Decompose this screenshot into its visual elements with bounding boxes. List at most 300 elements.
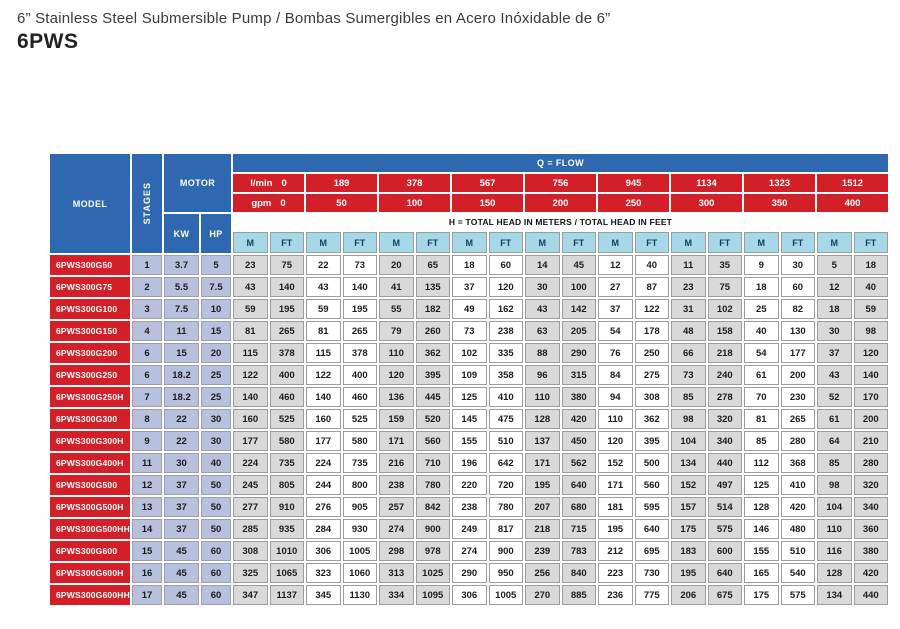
head-m-cell: 52 — [817, 387, 852, 407]
head-ft-cell: 60 — [781, 277, 816, 297]
stages-cell: 8 — [132, 409, 162, 429]
head-ft-cell: 195 — [343, 299, 378, 319]
head-ft-cell: 910 — [270, 497, 305, 517]
stages-cell: 4 — [132, 321, 162, 341]
head-ft-cell: 800 — [343, 475, 378, 495]
head-m-cell: 244 — [306, 475, 341, 495]
stages-cell: 9 — [132, 431, 162, 451]
meters-header: M — [379, 232, 414, 253]
feet-header: FT — [635, 232, 670, 253]
feet-header: FT — [343, 232, 378, 253]
head-m-cell: 110 — [525, 387, 560, 407]
head-m-cell: 120 — [598, 431, 633, 451]
head-ft-cell: 675 — [708, 585, 743, 605]
head-m-cell: 5 — [817, 255, 852, 275]
head-ft-cell: 200 — [781, 365, 816, 385]
head-ft-cell: 340 — [708, 431, 743, 451]
head-ft-cell: 35 — [708, 255, 743, 275]
head-ft-cell: 840 — [562, 563, 597, 583]
head-m-cell: 274 — [452, 541, 487, 561]
stages-cell: 16 — [132, 563, 162, 583]
head-m-cell: 155 — [744, 541, 779, 561]
lmin-label-cell — [233, 174, 304, 192]
lmin-value-cell: 1134 — [671, 174, 742, 192]
head-m-cell: 116 — [817, 541, 852, 561]
head-m-cell: 137 — [525, 431, 560, 451]
head-m-cell: 11 — [671, 255, 706, 275]
head-m-cell: 160 — [306, 409, 341, 429]
stages-cell: 2 — [132, 277, 162, 297]
head-m-cell: 155 — [452, 431, 487, 451]
head-m-cell: 12 — [598, 255, 633, 275]
head-ft-cell: 340 — [854, 497, 889, 517]
gpm-value-cell: 250 — [598, 194, 669, 212]
table-row — [50, 497, 888, 517]
head-m-cell: 43 — [233, 277, 268, 297]
hp-cell: 30 — [201, 431, 231, 451]
head-ft-cell: 205 — [562, 321, 597, 341]
table-row — [50, 387, 888, 407]
head-ft-cell: 420 — [854, 563, 889, 583]
hp-cell: 25 — [201, 387, 231, 407]
head-m-cell: 183 — [671, 541, 706, 561]
head-m-cell: 125 — [452, 387, 487, 407]
head-m-cell: 104 — [671, 431, 706, 451]
head-ft-cell: 378 — [270, 343, 305, 363]
head-m-cell: 145 — [452, 409, 487, 429]
lmin-value-cell: 756 — [525, 174, 596, 192]
head-m-cell: 37 — [598, 299, 633, 319]
head-ft-cell: 210 — [854, 431, 889, 451]
kw-cell: 5.5 — [164, 277, 199, 297]
head-ft-cell: 40 — [635, 255, 670, 275]
head-ft-cell: 420 — [562, 409, 597, 429]
head-m-cell: 140 — [233, 387, 268, 407]
head-ft-cell: 320 — [708, 409, 743, 429]
hp-cell: 7.5 — [201, 277, 231, 297]
head-m-cell: 175 — [744, 585, 779, 605]
stages-header-label: STAGES — [142, 182, 152, 225]
motor-header: MOTOR — [164, 154, 231, 212]
head-ft-cell: 30 — [781, 255, 816, 275]
hp-cell: 60 — [201, 541, 231, 561]
head-m-cell: 325 — [233, 563, 268, 583]
head-m-cell: 298 — [379, 541, 414, 561]
head-ft-cell: 595 — [635, 497, 670, 517]
kw-cell: 30 — [164, 453, 199, 473]
head-m-cell: 98 — [671, 409, 706, 429]
head-ft-cell: 380 — [854, 541, 889, 561]
meters-header: M — [233, 232, 268, 253]
hp-cell: 30 — [201, 409, 231, 429]
head-m-cell: 61 — [744, 365, 779, 385]
head-ft-cell: 410 — [781, 475, 816, 495]
head-ft-cell: 265 — [270, 321, 305, 341]
kw-cell: 15 — [164, 343, 199, 363]
head-ft-cell: 140 — [854, 365, 889, 385]
head-ft-cell: 60 — [489, 255, 524, 275]
head-ft-cell: 525 — [343, 409, 378, 429]
gpm-unit-label — [233, 198, 304, 209]
head-m-cell: 81 — [233, 321, 268, 341]
kw-cell: 3.7 — [164, 255, 199, 275]
head-m-cell: 274 — [379, 519, 414, 539]
head-ft-cell: 380 — [562, 387, 597, 407]
head-m-cell: 122 — [306, 365, 341, 385]
model-cell: 6PWS300G300 — [50, 409, 130, 429]
table-row — [50, 453, 888, 473]
head-ft-cell: 805 — [270, 475, 305, 495]
head-m-cell: 20 — [379, 255, 414, 275]
gpm-unit: gpm — [251, 197, 272, 209]
head-ft-cell: 1005 — [343, 541, 378, 561]
stages-cell: 1 — [132, 255, 162, 275]
table-row — [50, 321, 888, 341]
head-m-cell: 120 — [379, 365, 414, 385]
head-ft-cell: 358 — [489, 365, 524, 385]
head-ft-cell: 65 — [416, 255, 451, 275]
stages-cell: 14 — [132, 519, 162, 539]
head-ft-cell: 930 — [343, 519, 378, 539]
head-ft-cell: 514 — [708, 497, 743, 517]
feet-header: FT — [708, 232, 743, 253]
head-m-cell: 115 — [306, 343, 341, 363]
stages-cell: 12 — [132, 475, 162, 495]
head-ft-cell: 817 — [489, 519, 524, 539]
head-m-cell: 177 — [233, 431, 268, 451]
head-m-cell: 345 — [306, 585, 341, 605]
head-ft-cell: 45 — [562, 255, 597, 275]
gpm-value-cell: 50 — [306, 194, 377, 212]
head-m-cell: 96 — [525, 365, 560, 385]
head-ft-cell: 18 — [854, 255, 889, 275]
head-ft-cell: 142 — [562, 299, 597, 319]
hp-cell: 60 — [201, 585, 231, 605]
head-m-cell: 109 — [452, 365, 487, 385]
kw-cell: 11 — [164, 321, 199, 341]
hp-cell: 25 — [201, 365, 231, 385]
head-ft-cell: 1060 — [343, 563, 378, 583]
head-m-cell: 30 — [817, 321, 852, 341]
head-m-cell: 59 — [306, 299, 341, 319]
feet-header: FT — [489, 232, 524, 253]
head-ft-cell: 935 — [270, 519, 305, 539]
head-ft-cell: 460 — [270, 387, 305, 407]
head-ft-cell: 360 — [854, 519, 889, 539]
head-ft-cell: 680 — [562, 497, 597, 517]
head-ft-cell: 440 — [854, 585, 889, 605]
head-ft-cell: 780 — [416, 475, 451, 495]
head-ft-cell: 560 — [416, 431, 451, 451]
stages-cell: 6 — [132, 343, 162, 363]
lmin-value-cell: 1323 — [744, 174, 815, 192]
model-cell: 6PWS300G400H — [50, 453, 130, 473]
head-ft-cell: 315 — [562, 365, 597, 385]
pump-spec-table — [48, 152, 890, 607]
head-ft-cell: 177 — [781, 343, 816, 363]
head-ft-cell: 562 — [562, 453, 597, 473]
stages-cell: 7 — [132, 387, 162, 407]
head-m-cell: 206 — [671, 585, 706, 605]
head-m-cell: 110 — [817, 519, 852, 539]
head-m-cell: 238 — [379, 475, 414, 495]
head-m-cell: 195 — [598, 519, 633, 539]
head-m-cell: 23 — [233, 255, 268, 275]
head-m-cell: 238 — [452, 497, 487, 517]
stages-cell: 17 — [132, 585, 162, 605]
head-m-cell: 43 — [817, 365, 852, 385]
head-m-cell: 165 — [744, 563, 779, 583]
head-m-cell: 79 — [379, 321, 414, 341]
head-ft-cell: 395 — [635, 431, 670, 451]
head-ft-cell: 780 — [489, 497, 524, 517]
table-row — [50, 365, 888, 385]
head-m-cell: 70 — [744, 387, 779, 407]
head-ft-cell: 525 — [270, 409, 305, 429]
head-m-cell: 112 — [744, 453, 779, 473]
head-m-cell: 18 — [452, 255, 487, 275]
hp-cell: 50 — [201, 519, 231, 539]
head-m-cell: 104 — [817, 497, 852, 517]
head-m-cell: 94 — [598, 387, 633, 407]
head-ft-cell: 98 — [854, 321, 889, 341]
meters-header: M — [744, 232, 779, 253]
kw-cell: 22 — [164, 431, 199, 451]
head-ft-cell: 75 — [708, 277, 743, 297]
head-m-cell: 285 — [233, 519, 268, 539]
head-ft-cell: 260 — [416, 321, 451, 341]
head-ft-cell: 640 — [635, 519, 670, 539]
head-ft-cell: 265 — [343, 321, 378, 341]
head-m-cell: 134 — [817, 585, 852, 605]
head-m-cell: 73 — [671, 365, 706, 385]
feet-header: FT — [416, 232, 451, 253]
model-cell: 6PWS300G500 — [50, 475, 130, 495]
head-ft-cell: 950 — [489, 563, 524, 583]
head-m-cell: 159 — [379, 409, 414, 429]
head-ft-cell: 720 — [489, 475, 524, 495]
table-row — [50, 299, 888, 319]
head-m-cell: 223 — [598, 563, 633, 583]
head-m-cell: 195 — [525, 475, 560, 495]
head-ft-cell: 710 — [416, 453, 451, 473]
head-m-cell: 157 — [671, 497, 706, 517]
head-ft-cell: 775 — [635, 585, 670, 605]
kw-cell: 37 — [164, 475, 199, 495]
head-m-cell: 18 — [817, 299, 852, 319]
head-m-cell: 30 — [525, 277, 560, 297]
head-m-cell: 125 — [744, 475, 779, 495]
stages-cell: 15 — [132, 541, 162, 561]
gpm-value: 0 — [280, 197, 286, 209]
head-ft-cell: 170 — [854, 387, 889, 407]
lmin-value-cell: 1512 — [817, 174, 888, 192]
kw-header: KW — [164, 214, 199, 253]
head-ft-cell: 715 — [562, 519, 597, 539]
head-ft-cell: 200 — [854, 409, 889, 429]
head-m-cell: 334 — [379, 585, 414, 605]
head-m-cell: 128 — [744, 497, 779, 517]
head-m-cell: 152 — [671, 475, 706, 495]
head-ft-cell: 290 — [562, 343, 597, 363]
head-ft-cell: 580 — [343, 431, 378, 451]
model-cell: 6PWS300G500H — [50, 497, 130, 517]
head-ft-cell: 475 — [489, 409, 524, 429]
head-ft-cell: 100 — [562, 277, 597, 297]
table-row — [50, 519, 888, 539]
head-ft-cell: 130 — [781, 321, 816, 341]
gpm-value-cell: 400 — [817, 194, 888, 212]
head-ft-cell: 320 — [854, 475, 889, 495]
head-ft-cell: 87 — [635, 277, 670, 297]
head-ft-cell: 218 — [708, 343, 743, 363]
kw-cell: 45 — [164, 563, 199, 583]
head-m-cell: 66 — [671, 343, 706, 363]
kw-cell: 37 — [164, 497, 199, 517]
head-ft-cell: 265 — [781, 409, 816, 429]
head-ft-cell: 362 — [635, 409, 670, 429]
head-ft-cell: 395 — [416, 365, 451, 385]
lmin-value-cell: 189 — [306, 174, 377, 192]
head-m-cell: 98 — [817, 475, 852, 495]
head-ft-cell: 120 — [489, 277, 524, 297]
model-cell: 6PWS300G500HH — [50, 519, 130, 539]
table-row — [50, 343, 888, 363]
stages-cell: 3 — [132, 299, 162, 319]
head-m-cell: 224 — [233, 453, 268, 473]
lmin-value-cell: 378 — [379, 174, 450, 192]
head-m-cell: 236 — [598, 585, 633, 605]
head-ft-cell: 140 — [270, 277, 305, 297]
head-ft-cell: 275 — [635, 365, 670, 385]
hp-cell: 40 — [201, 453, 231, 473]
model-cell: 6PWS300G75 — [50, 277, 130, 297]
head-ft-cell: 280 — [781, 431, 816, 451]
head-ft-cell: 230 — [781, 387, 816, 407]
head-m-cell: 14 — [525, 255, 560, 275]
head-m-cell: 54 — [744, 343, 779, 363]
head-ft-cell: 410 — [489, 387, 524, 407]
head-m-cell: 177 — [306, 431, 341, 451]
head-ft-cell: 362 — [416, 343, 451, 363]
head-m-cell: 277 — [233, 497, 268, 517]
head-m-cell: 284 — [306, 519, 341, 539]
head-m-cell: 160 — [233, 409, 268, 429]
head-ft-cell: 140 — [343, 277, 378, 297]
table-row — [50, 409, 888, 429]
head-ft-cell: 250 — [635, 343, 670, 363]
head-m-cell: 55 — [379, 299, 414, 319]
head-m-cell: 171 — [598, 475, 633, 495]
head-m-cell: 37 — [817, 343, 852, 363]
head-ft-cell: 59 — [854, 299, 889, 319]
head-ft-cell: 1130 — [343, 585, 378, 605]
head-ft-cell: 82 — [781, 299, 816, 319]
head-m-cell: 40 — [744, 321, 779, 341]
head-ft-cell: 195 — [270, 299, 305, 319]
feet-header: FT — [270, 232, 305, 253]
hp-cell: 50 — [201, 475, 231, 495]
lmin-value-cell: 945 — [598, 174, 669, 192]
kw-cell: 18.2 — [164, 365, 199, 385]
head-ft-cell: 460 — [343, 387, 378, 407]
head-ft-cell: 1137 — [270, 585, 305, 605]
head-m-cell: 61 — [817, 409, 852, 429]
head-ft-cell: 1095 — [416, 585, 451, 605]
head-m-cell: 84 — [598, 365, 633, 385]
head-ft-cell: 520 — [416, 409, 451, 429]
head-ft-cell: 640 — [562, 475, 597, 495]
head-m-cell: 41 — [379, 277, 414, 297]
head-ft-cell: 335 — [489, 343, 524, 363]
head-m-cell: 313 — [379, 563, 414, 583]
head-ft-cell: 1025 — [416, 563, 451, 583]
head-ft-cell: 400 — [270, 365, 305, 385]
head-m-cell: 12 — [817, 277, 852, 297]
model-cell: 6PWS300G600H — [50, 563, 130, 583]
stages-cell: 11 — [132, 453, 162, 473]
kw-cell: 37 — [164, 519, 199, 539]
head-m-cell: 85 — [744, 431, 779, 451]
head-ft-cell: 240 — [708, 365, 743, 385]
head-ft-cell: 735 — [270, 453, 305, 473]
hp-cell: 5 — [201, 255, 231, 275]
head-m-cell: 128 — [525, 409, 560, 429]
head-ft-cell: 640 — [708, 563, 743, 583]
head-ft-cell: 1010 — [270, 541, 305, 561]
gpm-value-cell: 100 — [379, 194, 450, 212]
head-m-cell: 122 — [233, 365, 268, 385]
head-m-cell: 128 — [817, 563, 852, 583]
hp-cell: 15 — [201, 321, 231, 341]
model-cell: 6PWS300G200 — [50, 343, 130, 363]
model-cell: 6PWS300G300H — [50, 431, 130, 451]
lmin-unit-label — [233, 178, 304, 189]
head-m-cell: 102 — [452, 343, 487, 363]
head-m-cell: 216 — [379, 453, 414, 473]
kw-cell: 22 — [164, 409, 199, 429]
head-ft-cell: 102 — [708, 299, 743, 319]
kw-cell: 45 — [164, 541, 199, 561]
head-m-cell: 136 — [379, 387, 414, 407]
hp-cell: 10 — [201, 299, 231, 319]
head-m-cell: 23 — [671, 277, 706, 297]
head-ft-cell: 1065 — [270, 563, 305, 583]
head-ft-cell: 182 — [416, 299, 451, 319]
kw-cell: 7.5 — [164, 299, 199, 319]
feet-header: FT — [854, 232, 889, 253]
table-row — [50, 154, 888, 172]
head-m-cell: 27 — [598, 277, 633, 297]
head-m-cell: 43 — [306, 277, 341, 297]
gpm-value-cell: 150 — [452, 194, 523, 212]
table-row — [50, 277, 888, 297]
head-m-cell: 245 — [233, 475, 268, 495]
head-m-cell: 43 — [525, 299, 560, 319]
head-m-cell: 306 — [306, 541, 341, 561]
head-ft-cell: 440 — [708, 453, 743, 473]
model-cell: 6PWS300G100 — [50, 299, 130, 319]
head-ft-cell: 450 — [562, 431, 597, 451]
head-m-cell: 308 — [233, 541, 268, 561]
head-m-cell: 31 — [671, 299, 706, 319]
head-m-cell: 220 — [452, 475, 487, 495]
head-ft-cell: 378 — [343, 343, 378, 363]
head-ft-cell: 158 — [708, 321, 743, 341]
head-ft-cell: 905 — [343, 497, 378, 517]
flow-header: Q = FLOW — [233, 154, 888, 172]
head-m-cell: 54 — [598, 321, 633, 341]
